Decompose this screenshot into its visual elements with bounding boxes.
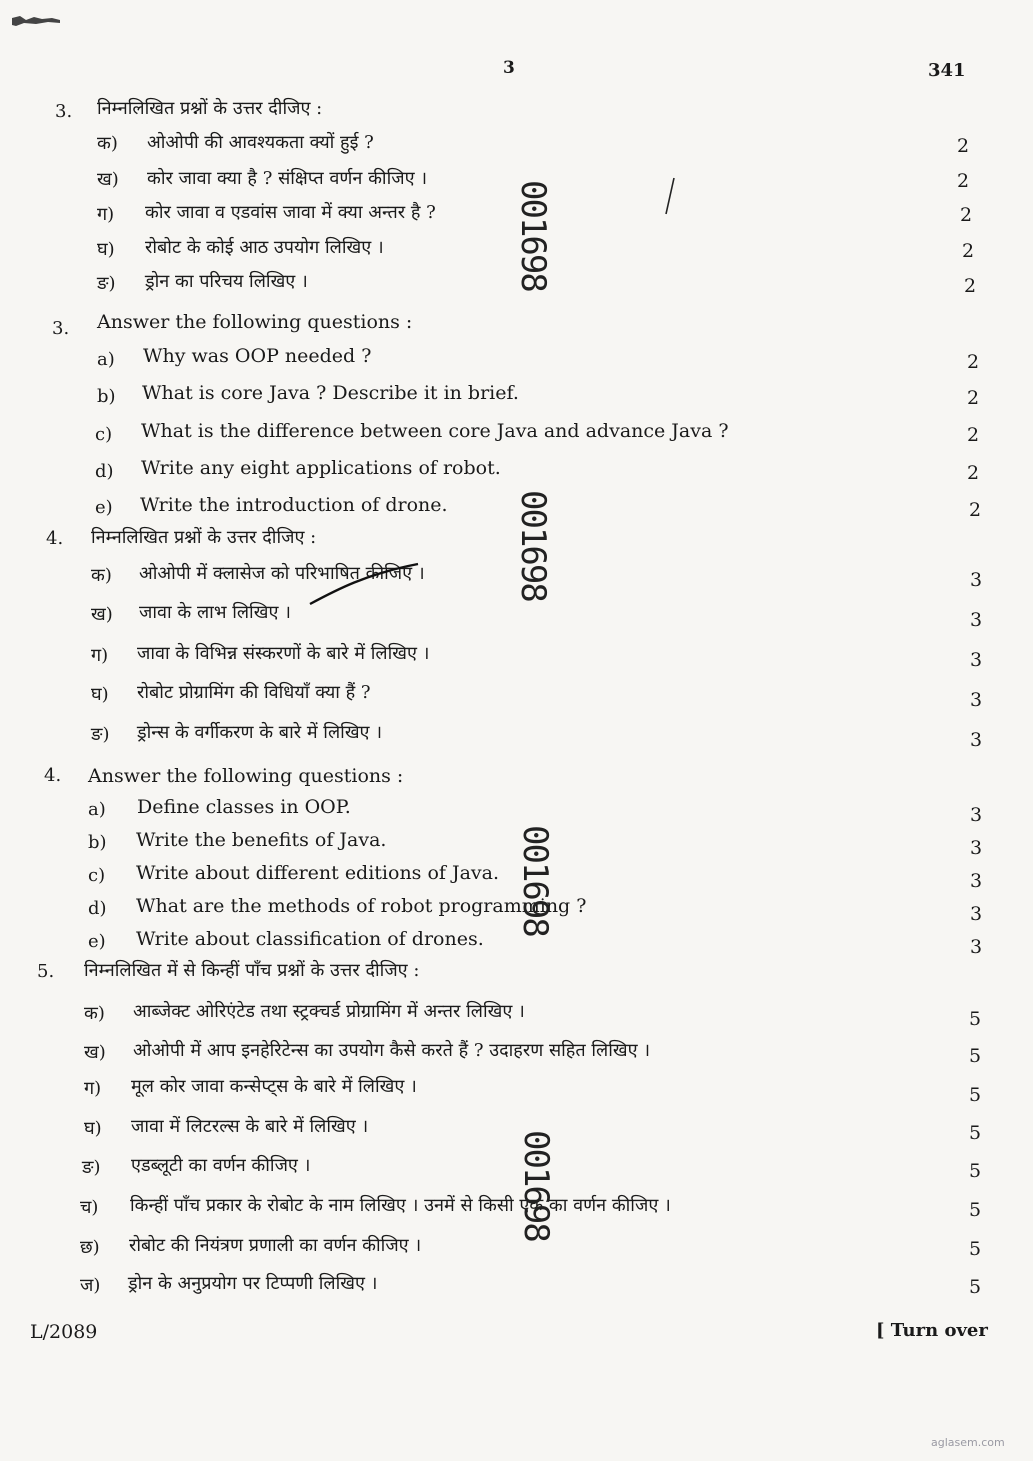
question-label: ग)	[97, 204, 115, 225]
question-text: कोर जावा क्या है ? संक्षिप्त वर्णन कीजिए ।	[147, 168, 428, 189]
question-label: घ)	[84, 1118, 102, 1139]
question-marks: 5	[969, 1045, 982, 1067]
section-number: 3.	[52, 318, 70, 339]
question-text: मूल कोर जावा कन्सेप्ट्स के बारे में लिखिए ।	[131, 1076, 417, 1097]
question-marks: 2	[969, 499, 982, 521]
question-marks: 2	[957, 170, 970, 192]
question-text: ड्रोन के अनुप्रयोग पर टिप्पणी लिखिए ।	[128, 1273, 378, 1294]
question-label: b)	[97, 386, 116, 407]
question-marks: 2	[967, 387, 980, 409]
question-label: ङ)	[97, 273, 116, 294]
question-text: जावा में लिटरल्स के बारे में लिखिए ।	[131, 1116, 369, 1137]
question-text: Write about different editions of Java.	[136, 862, 500, 884]
question-label: a)	[88, 799, 106, 820]
question-marks: 5	[969, 1122, 982, 1144]
question-label: घ)	[97, 239, 115, 260]
question-text: रोबोट प्रोग्रामिंग की विधियाँ क्या हैं ?	[137, 682, 371, 703]
question-label: ख)	[84, 1042, 106, 1063]
section-heading: Answer the following questions :	[97, 311, 413, 333]
section-number: 3.	[55, 101, 73, 122]
question-text: रोबोट के कोई आठ उपयोग लिखिए ।	[145, 237, 384, 258]
question-marks: 5	[969, 1238, 982, 1260]
question-label: e)	[88, 931, 106, 952]
question-label: छ)	[80, 1237, 100, 1258]
source-watermark: aglasem.com	[931, 1436, 1005, 1449]
question-text: ड्रोन का परिचय लिखिए ।	[145, 271, 308, 292]
section-number: 4.	[44, 765, 62, 786]
question-label: a)	[97, 349, 115, 370]
section-number: 5.	[37, 961, 55, 982]
question-label: ङ)	[82, 1157, 101, 1178]
serial-stamp: 001698	[513, 180, 553, 291]
question-marks: 3	[970, 837, 983, 859]
question-marks: 2	[967, 424, 980, 446]
question-label: ग)	[84, 1078, 102, 1099]
question-text: What is the difference between core Java and advance Java ?	[141, 420, 729, 442]
question-marks: 3	[970, 936, 983, 958]
question-marks: 5	[969, 1199, 982, 1221]
section-heading: निम्नलिखित में से किन्हीं पाँच प्रश्नों के उत्तर दीजिए :	[84, 960, 420, 981]
question-marks: 2	[967, 351, 980, 373]
section-number: 4.	[46, 528, 64, 549]
question-marks: 2	[957, 135, 970, 157]
serial-stamp: 001698	[513, 490, 553, 601]
question-marks: 5	[969, 1160, 982, 1182]
pen-stroke-icon	[660, 176, 680, 216]
question-label: ज)	[80, 1275, 101, 1296]
question-text: कोर जावा व एडवांस जावा में क्या अन्तर है ?	[145, 202, 436, 223]
question-marks: 5	[969, 1008, 982, 1030]
question-label: e)	[95, 497, 113, 518]
question-text: किन्हीं पाँच प्रकार के रोबोट के नाम लिखिए । उनमें से किसी एक का वर्णन कीजिए ।	[130, 1195, 671, 1216]
question-label: d)	[95, 461, 114, 482]
question-label: c)	[88, 865, 106, 886]
question-marks: 3	[970, 804, 983, 826]
question-marks: 2	[962, 240, 975, 262]
question-text: Write about classification of drones.	[136, 928, 484, 950]
page-number: 3	[503, 58, 515, 78]
question-label: क)	[97, 133, 118, 154]
question-marks: 3	[970, 870, 983, 892]
question-text: Write the benefits of Java.	[136, 829, 387, 851]
question-text: Define classes in OOP.	[137, 796, 351, 818]
question-text: What is core Java ? Describe it in brief.	[142, 382, 519, 404]
question-marks: 3	[970, 649, 983, 671]
question-text: आब्जेक्ट ओरिएंटेड तथा स्ट्रक्चर्ड प्रोग्रामिंग में अन्तर लिखिए ।	[133, 1001, 525, 1022]
paper-id: L/2089	[30, 1321, 98, 1343]
question-marks: 5	[969, 1084, 982, 1106]
section-heading: Answer the following questions :	[88, 765, 404, 787]
question-text: ड्रोन्स के वर्गीकरण के बारे में लिखिए ।	[137, 722, 383, 743]
question-label: क)	[84, 1003, 105, 1024]
question-text: रोबोट की नियंत्रण प्रणाली का वर्णन कीजिए ।	[129, 1235, 422, 1256]
question-text: What are the methods of robot programming ?	[136, 895, 587, 917]
question-marks: 3	[970, 729, 983, 751]
paper-code: 341	[928, 60, 966, 81]
question-text: Write the introduction of drone.	[140, 494, 448, 516]
question-marks: 2	[960, 204, 973, 226]
question-label: c)	[95, 424, 113, 445]
question-label: b)	[88, 832, 107, 853]
question-marks: 5	[969, 1276, 982, 1298]
question-label: ग)	[91, 645, 109, 666]
question-label: घ)	[91, 684, 109, 705]
question-marks: 2	[967, 462, 980, 484]
question-label: ख)	[97, 169, 119, 190]
question-marks: 3	[970, 903, 983, 925]
question-marks: 2	[964, 275, 977, 297]
question-label: क)	[91, 565, 112, 586]
question-marks: 3	[970, 609, 983, 631]
question-text: जावा के लाभ लिखिए ।	[139, 602, 291, 623]
serial-stamp: 001698	[516, 1130, 556, 1241]
question-marks: 3	[970, 689, 983, 711]
question-text: ओओपी में क्लासेज को परिभाषित कीजिए ।	[139, 563, 425, 584]
question-marks: 3	[970, 569, 983, 591]
question-label: d)	[88, 898, 107, 919]
question-text: Why was OOP needed ?	[143, 345, 372, 367]
turn-over-note: [ Turn over	[876, 1320, 988, 1341]
section-heading: निम्नलिखित प्रश्नों के उत्तर दीजिए :	[97, 98, 323, 119]
question-text: ओओपी की आवश्यकता क्यों हुई ?	[147, 132, 374, 153]
question-label: ख)	[91, 604, 113, 625]
section-heading: निम्नलिखित प्रश्नों के उत्तर दीजिए :	[91, 527, 317, 548]
question-label: च)	[80, 1197, 99, 1218]
question-label: ङ)	[91, 724, 110, 745]
question-text: Write any eight applications of robot.	[141, 457, 501, 479]
question-text: जावा के विभिन्न संस्करणों के बारे में लिखिए ।	[137, 643, 430, 664]
question-text: ओओपी में आप इनहेरिटेन्स का उपयोग कैसे करते हैं ? उदाहरण सहित लिखिए ।	[133, 1040, 651, 1061]
serial-stamp: 001698	[515, 825, 555, 936]
pen-scribble-icon	[306, 560, 426, 610]
question-text: एडब्लूटी का वर्णन कीजिए ।	[131, 1155, 311, 1176]
scan-artifact-icon	[12, 14, 60, 28]
